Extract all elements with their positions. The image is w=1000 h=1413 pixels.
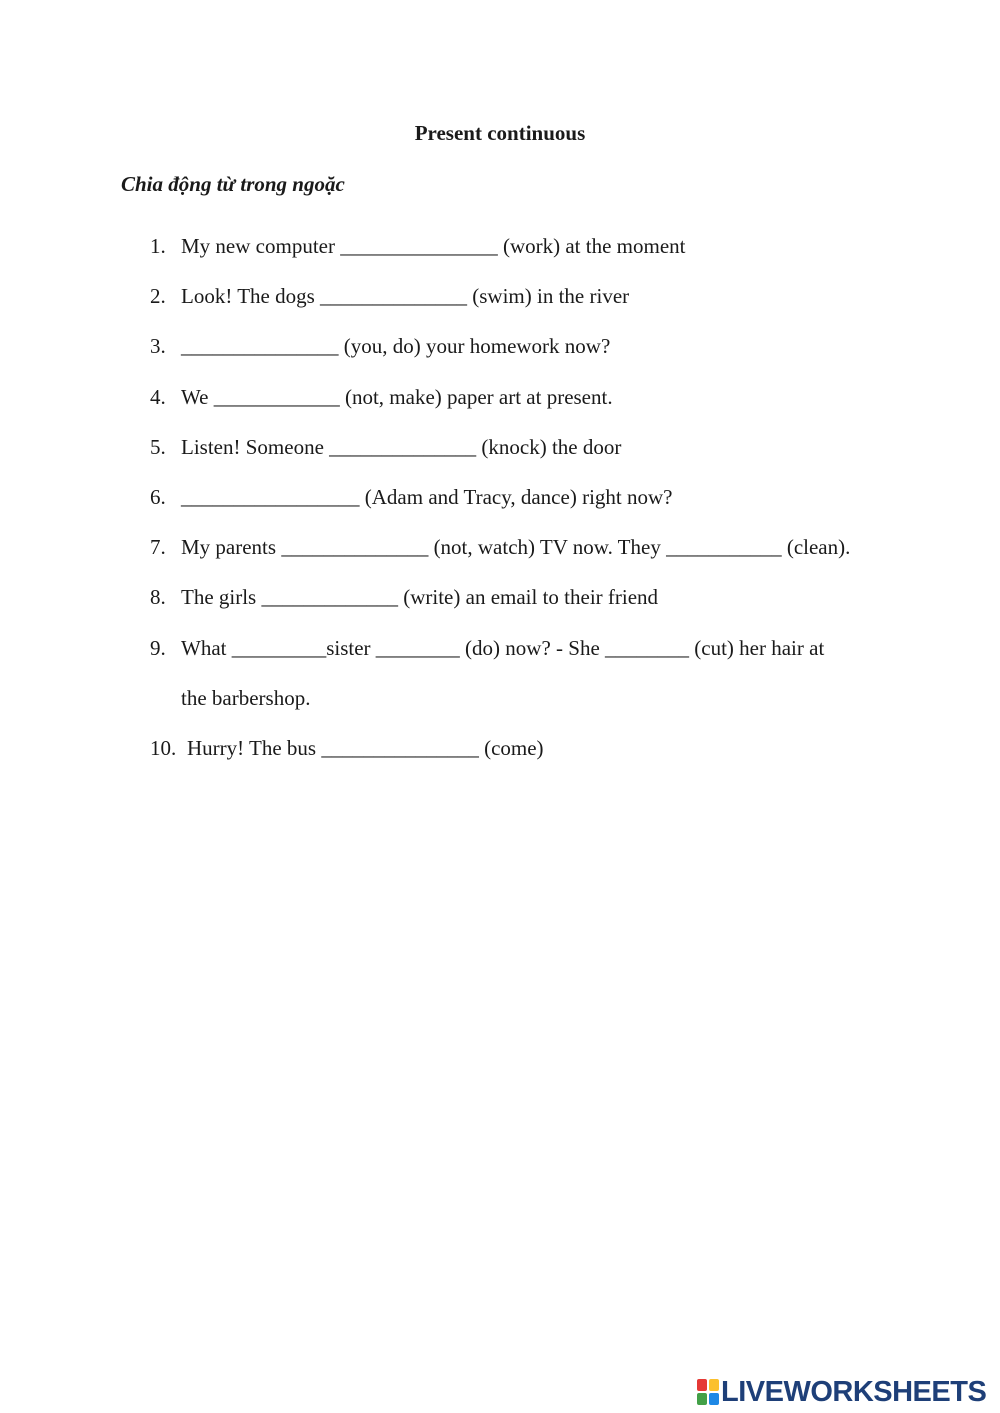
logo-text: LIVEWORKSHEETS	[721, 1376, 987, 1408]
item-text: _______________ (you, do) your homework now?	[181, 334, 611, 359]
exercise-item-6	[150, 472, 910, 522]
item-number: 6.	[150, 485, 166, 510]
exercise-item-1	[150, 221, 910, 271]
item-text: Look! The dogs ______________ (swim) in the river	[181, 284, 630, 309]
item-number: 7.	[150, 535, 166, 560]
liveworksheets-logo	[697, 1377, 986, 1407]
logo-square-yellow	[709, 1379, 719, 1391]
item-text: _________________ (Adam and Tracy, dance) right now?	[181, 485, 673, 510]
exercise-item-10	[150, 723, 910, 773]
logo-square-red	[697, 1379, 707, 1391]
item-number: 2.	[150, 284, 166, 309]
item-number: 8.	[150, 585, 166, 610]
exercise-item-7	[150, 522, 910, 572]
item-number: 9.	[150, 635, 166, 660]
item-text: The girls _____________ (write) an email to their friend	[181, 585, 659, 610]
item-text: Listen! Someone ______________ (knock) the door	[181, 434, 622, 459]
item-text: What _________sister ________ (do) now? - She ________ (cut) her hair at	[181, 635, 825, 660]
instruction-heading: Chia động từ trong ngoặc	[121, 172, 345, 196]
exercise-item-5	[150, 422, 910, 472]
item-text-continuation: the barbershop.	[181, 685, 311, 710]
logo-square-green	[697, 1393, 707, 1405]
liveworksheets-logo-icon	[697, 1379, 719, 1405]
item-number: 3.	[150, 334, 166, 359]
exercise-item-3	[150, 321, 910, 371]
item-text: My new computer _______________ (work) at the moment	[181, 234, 686, 258]
exercise-item-8	[150, 572, 910, 622]
logo-square-blue	[709, 1393, 719, 1405]
item-number: 4.	[150, 384, 166, 409]
item-text: We ____________ (not, make) paper art at present.	[181, 384, 613, 409]
item-number: 10.	[150, 736, 177, 761]
exercise-item-9	[150, 623, 910, 723]
item-text: My parents ______________ (not, watch) TV now. They ___________ (clean).	[181, 535, 851, 560]
item-number: 5.	[150, 434, 166, 459]
exercise-list	[150, 221, 910, 773]
page-title: Present continuous	[414, 121, 586, 145]
exercise-item-4	[150, 372, 910, 422]
item-text: Hurry! The bus _______________ (come)	[187, 736, 544, 761]
exercise-item-2	[150, 271, 910, 321]
item-number: 1.	[150, 234, 166, 258]
